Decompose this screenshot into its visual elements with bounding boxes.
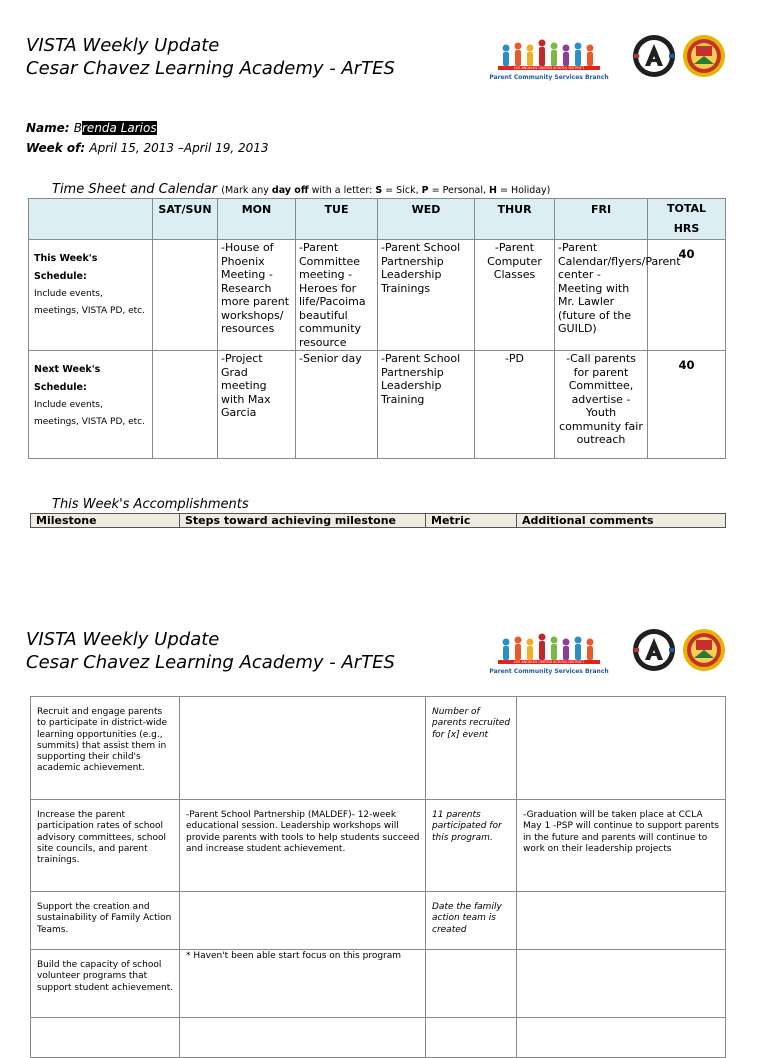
timesheet-header-empty: [29, 199, 153, 240]
cell-total-hrs: 40: [648, 240, 726, 351]
cell-steps: [180, 697, 426, 800]
header-metric: Metric: [426, 514, 517, 528]
logo-caption: Parent Community Services Branch: [489, 74, 609, 81]
logo-group: [488, 34, 733, 84]
cell-wed: -Parent School Partnership Leadership Trainings: [378, 240, 475, 351]
cell-steps: -Parent School Partnership (MALDEF)- 12-week educational session. Leadership workshops will provide parents with tools to help students succeed and increase student achievement.: [180, 800, 426, 892]
page-subtitle: Cesar Chavez Learning Academy - ArTES: [26, 58, 395, 79]
cell-steps: [180, 892, 426, 950]
cell-total-hrs: 40: [648, 351, 726, 459]
header-comments: Additional comments: [517, 514, 726, 528]
cell-metric: Date the family action team is created: [426, 892, 517, 950]
cell-metric: 11 parents participated for this program.: [426, 800, 517, 892]
cell-satsun: [153, 240, 218, 351]
row-label: This Week's Schedule: Include events, meetings, VISTA PD, etc.: [29, 240, 153, 351]
cell-metric: [426, 950, 517, 1018]
week-line: [26, 141, 269, 155]
week-value: April 15, 2013 –April 19, 2013: [89, 141, 269, 155]
accomplishments-title: This Week's Accomplishments: [52, 497, 249, 512]
timesheet-header-tue: TUE: [296, 199, 378, 240]
logo-caption-top: LOS ANGELES UNIFIED SCHOOL DISTRICT: [513, 66, 585, 71]
lausd-pcsb-logo: [488, 34, 733, 84]
board-of-education-seal-icon: [683, 629, 725, 671]
timesheet-header-row: [29, 199, 726, 240]
board-of-education-seal-icon: [683, 35, 725, 77]
cell-steps: * Haven't been able start focus on this program: [180, 950, 426, 1018]
americorps-seal-icon: [633, 629, 675, 671]
timesheet-header-thur: THUR: [475, 199, 555, 240]
header-steps: Steps toward achieving milestone: [180, 514, 426, 528]
logo-caption-top: LOS ANGELES UNIFIED SCHOOL DISTRICT: [513, 660, 585, 665]
milestone-header-row: [31, 514, 726, 528]
americorps-seal-icon: [633, 35, 675, 77]
timesheet-row-this-week: [29, 240, 726, 351]
cell-wed: -Parent School Partnership Leadership Training: [378, 351, 475, 459]
timesheet-table: [28, 198, 726, 459]
timesheet-title: Time Sheet and Calendar: [52, 182, 218, 197]
cell-milestone: Increase the parent participation rates of school advisory committees, school site councils, and parent trainings.: [31, 800, 180, 892]
week-label: Week of:: [26, 141, 90, 155]
cell-tue: -Parent Committee meeting -Heroes for life/Pacoima beautiful community resource: [296, 240, 378, 351]
row-label: Next Week's Schedule: Include events, meetings, VISTA PD, etc.: [29, 351, 153, 459]
cell-comments: -Graduation will be taken place at CCLA May 1 -PSP will continue to support parents in the future and parents will continue to work on their leadership projects: [517, 800, 726, 892]
cell-comments: [517, 892, 726, 950]
table-row: [31, 800, 726, 892]
cell-thur: -PD: [475, 351, 555, 459]
timesheet-header-fri: FRI: [555, 199, 648, 240]
timesheet-row-next-week: [29, 351, 726, 459]
timesheet-header-satsun: SAT/SUN: [153, 199, 218, 240]
logo-caption: Parent Community Services Branch: [489, 668, 609, 675]
timesheet-title-line: [52, 182, 550, 197]
table-row: [31, 892, 726, 950]
name-line: [26, 121, 157, 135]
figures-icon: [503, 40, 594, 67]
cell-tue: -Senior day: [296, 351, 378, 459]
page2-title: VISTA Weekly Update: [26, 629, 220, 650]
cell-comments: [517, 950, 726, 1018]
page-title: VISTA Weekly Update: [26, 35, 220, 56]
figures-icon: [503, 634, 594, 661]
cell-metric: Number of parents recruited for [x] event: [426, 697, 517, 800]
logo-group-page2: [488, 628, 733, 678]
name-value: renda Larios: [82, 121, 157, 135]
cell-milestone: Support the creation and sustainability of Family Action Teams.: [31, 892, 180, 950]
cell-milestone: Recruit and engage parents to participate in district-wide learning opportunities (e.g., summits) that assist them in supporting their child's academic achievement.: [31, 697, 180, 800]
table-row: [31, 950, 726, 1018]
cell-comments: [517, 697, 726, 800]
timesheet-header-wed: WED: [378, 199, 475, 240]
timesheet-header-total: TOTAL HRS: [648, 199, 726, 240]
timesheet-note: (Mark any day off with a letter: S = Sick, P = Personal, H = Holiday): [221, 185, 551, 196]
header-milestone: Milestone: [31, 514, 180, 528]
table-row: [31, 697, 726, 800]
cell-thur: -Parent Computer Classes: [475, 240, 555, 351]
milestone-header-table: [30, 513, 726, 528]
cell-mon: -Project Grad meeting with Max Garcia: [218, 351, 296, 459]
cell-satsun: [153, 351, 218, 459]
page2-subtitle: Cesar Chavez Learning Academy - ArTES: [26, 652, 395, 673]
lausd-pcsb-logo: [488, 628, 733, 678]
cell-milestone: Build the capacity of school volunteer programs that support student achievement.: [31, 950, 180, 1018]
timesheet-header-mon: MON: [218, 199, 296, 240]
name-label: Name:: [26, 121, 74, 135]
cell-fri: -Parent Calendar/flyers/Parent center -Meeting with Mr. Lawler (future of the GUILD): [555, 240, 648, 351]
name-first-letter: B: [73, 121, 82, 135]
cell-mon: -House of Phoenix Meeting -Research more parent workshops/ resources: [218, 240, 296, 351]
milestones-table: [30, 696, 726, 1058]
cell-fri: -Call parents for parent Committee, advertise -Youth community fair outreach: [555, 351, 648, 459]
